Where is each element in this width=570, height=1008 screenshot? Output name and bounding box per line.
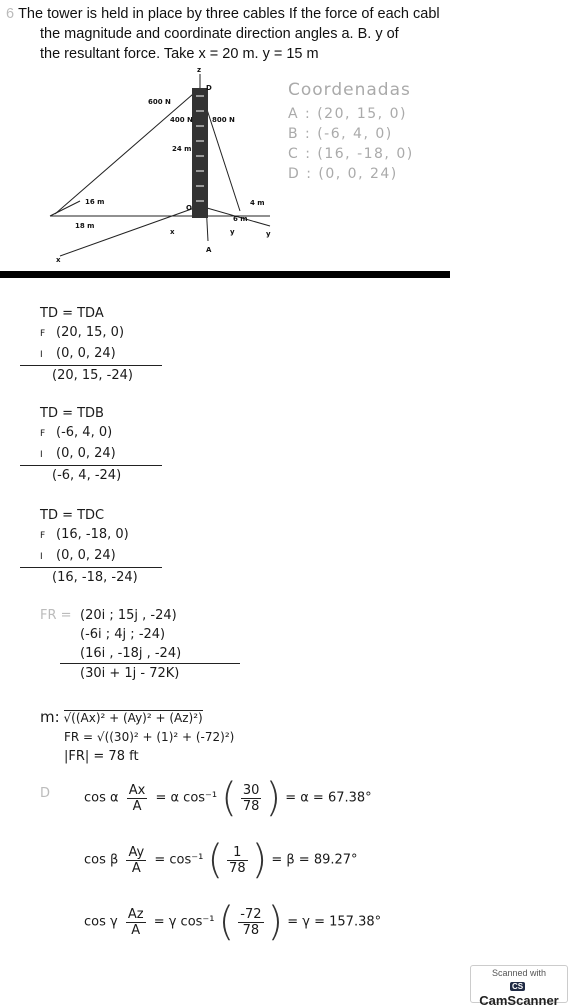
camscanner-watermark xyxy=(470,965,568,1008)
coordinates-panel xyxy=(288,80,414,184)
magnitude-fr: FR = √((30)² + (1)² + (-72)²) xyxy=(64,730,235,744)
magnitude-result: |FR| = 78 ft xyxy=(64,749,139,764)
coordinate-b: B : (-6, 4, 0) xyxy=(288,126,393,142)
fig-label-400n: 400 N xyxy=(170,116,193,124)
fig-label-d: D xyxy=(206,84,212,92)
fraction-den: 78 xyxy=(242,798,260,814)
fraction-num: 30 xyxy=(242,782,260,798)
vector-block-c xyxy=(40,506,162,587)
angle-row-gamma: cos γ $\frac{Az}{A}$ = γ cos⁻¹ ( $\frac{-72}{78}$ ) = γ = 157.38° xyxy=(84,899,382,945)
angle-mid: = cos⁻¹ xyxy=(154,852,204,868)
coordinate-d: D : (0, 0, 24) xyxy=(288,166,398,182)
vector-row: (20, 15, 0) xyxy=(56,325,125,340)
angle-num: Az xyxy=(127,906,144,922)
angle-den: A xyxy=(131,922,141,938)
vector-result: (16, -18, -24) xyxy=(52,570,138,585)
row-prefix: F xyxy=(40,531,46,541)
resultant-total: (30i + 1j - 72K) xyxy=(80,666,180,681)
angle-mid: = α cos⁻¹ xyxy=(155,790,218,806)
coordinate-a: A : (20, 15, 0) xyxy=(288,106,407,122)
watermark-line1: Scanned with xyxy=(491,968,547,978)
angle-lhs: cos γ xyxy=(84,914,118,930)
fraction-num: -72 xyxy=(240,906,262,922)
tower-figure xyxy=(40,66,280,266)
angle-result: = α = 67.38° xyxy=(285,790,372,806)
section-divider xyxy=(0,271,450,278)
vector-header: TD = TDB xyxy=(40,406,104,421)
resultant-label: FR = xyxy=(40,608,72,623)
angle-den: A xyxy=(131,860,141,876)
coordinate-c: C : (16, -18, 0) xyxy=(288,146,414,162)
problem-line-2: the magnitude and coordinate direction angles a. B. y of xyxy=(40,26,399,42)
fig-label-18m: 18 m xyxy=(75,222,95,230)
fraction-den: 78 xyxy=(229,860,246,876)
vector-header: TD = TDC xyxy=(40,508,105,523)
vector-block-a xyxy=(40,304,162,385)
vector-row: (-6, 4, 0) xyxy=(56,425,113,440)
row-prefix: F xyxy=(40,329,46,339)
resultant-row: (16i , -18j , -24) xyxy=(80,646,182,661)
resultant-block xyxy=(40,606,240,683)
magnitude-block xyxy=(40,708,234,766)
resultant-row: (-6i ; 4j ; -24) xyxy=(80,627,166,642)
angle-result: = β = 89.27° xyxy=(271,852,358,868)
magnitude-formula: √((Ax)² + (Ay)² + (Az)²) xyxy=(63,711,203,725)
fig-label-16m: 16 m xyxy=(85,198,105,206)
vector-row: (0, 0, 24) xyxy=(56,446,116,461)
fraction-num: 1 xyxy=(227,845,248,861)
fig-label-6m: 6 m xyxy=(233,215,248,223)
coordinates-title: Coordenadas xyxy=(288,80,411,100)
camscanner-logo-icon: CS xyxy=(511,982,524,992)
fig-label-x-axis: x xyxy=(56,256,61,264)
fig-label-800n: 800 N xyxy=(212,116,235,124)
vector-block-b xyxy=(40,404,162,485)
fig-label-y: y xyxy=(230,228,235,236)
watermark-brand: CamScanner xyxy=(479,993,559,1008)
fraction-den: 78 xyxy=(242,922,260,938)
fig-label-z: z xyxy=(197,66,202,74)
row-prefix: F xyxy=(40,429,46,439)
fig-label-o: O xyxy=(186,204,192,212)
angles-label: D xyxy=(40,786,51,801)
vector-result: (20, 15, -24) xyxy=(52,368,133,383)
angle-result: = γ = 157.38° xyxy=(287,914,382,930)
angle-num: Ay xyxy=(128,844,145,860)
vector-header: TD = TDA xyxy=(40,306,104,321)
problem-statement xyxy=(6,4,440,64)
row-prefix: I xyxy=(40,350,43,360)
angle-num: Ax xyxy=(128,782,146,798)
fig-label-24m: 24 m xyxy=(172,145,192,153)
angle-row-alpha: cos α $\frac{Ax}{A}$ = α cos⁻¹ ( $\frac{30}{78}$ ) = α = 67.38° xyxy=(84,775,372,821)
angle-mid: = γ cos⁻¹ xyxy=(153,914,215,930)
fig-label-600n: 600 N xyxy=(148,98,171,106)
tower-mast xyxy=(192,88,208,218)
fig-label-y-axis: y xyxy=(266,230,271,238)
angle-lhs: cos α xyxy=(84,790,119,806)
angle-den: A xyxy=(132,798,142,814)
angle-lhs: cos β xyxy=(84,852,119,868)
magnitude-m: m: xyxy=(40,708,60,726)
vector-row: (0, 0, 24) xyxy=(56,548,116,563)
vector-row: (0, 0, 24) xyxy=(56,346,116,361)
x-axis-line xyxy=(60,206,200,256)
problem-line-3: the resultant force. Take x = 20 m. y = 15 m xyxy=(40,46,319,62)
vector-result: (-6, 4, -24) xyxy=(52,468,122,483)
problem-line-1: The tower is held in place by three cables If the force of each cabl xyxy=(18,6,440,22)
vector-row: (16, -18, 0) xyxy=(56,527,129,542)
fig-label-x: x xyxy=(170,228,175,236)
ground-edge xyxy=(50,201,80,216)
resultant-row: (20i ; 15j , -24) xyxy=(80,608,177,623)
angle-row-beta: cos β $\frac{Ay}{A}$ = cos⁻¹ ( $\frac{1}{78}$ ) = β = 89.27° xyxy=(84,837,358,883)
row-prefix: I xyxy=(40,552,43,562)
problem-number: 6 xyxy=(6,6,15,22)
row-prefix: I xyxy=(40,450,43,460)
fig-label-a: A xyxy=(206,246,212,254)
fig-label-4m: 4 m xyxy=(250,199,265,207)
